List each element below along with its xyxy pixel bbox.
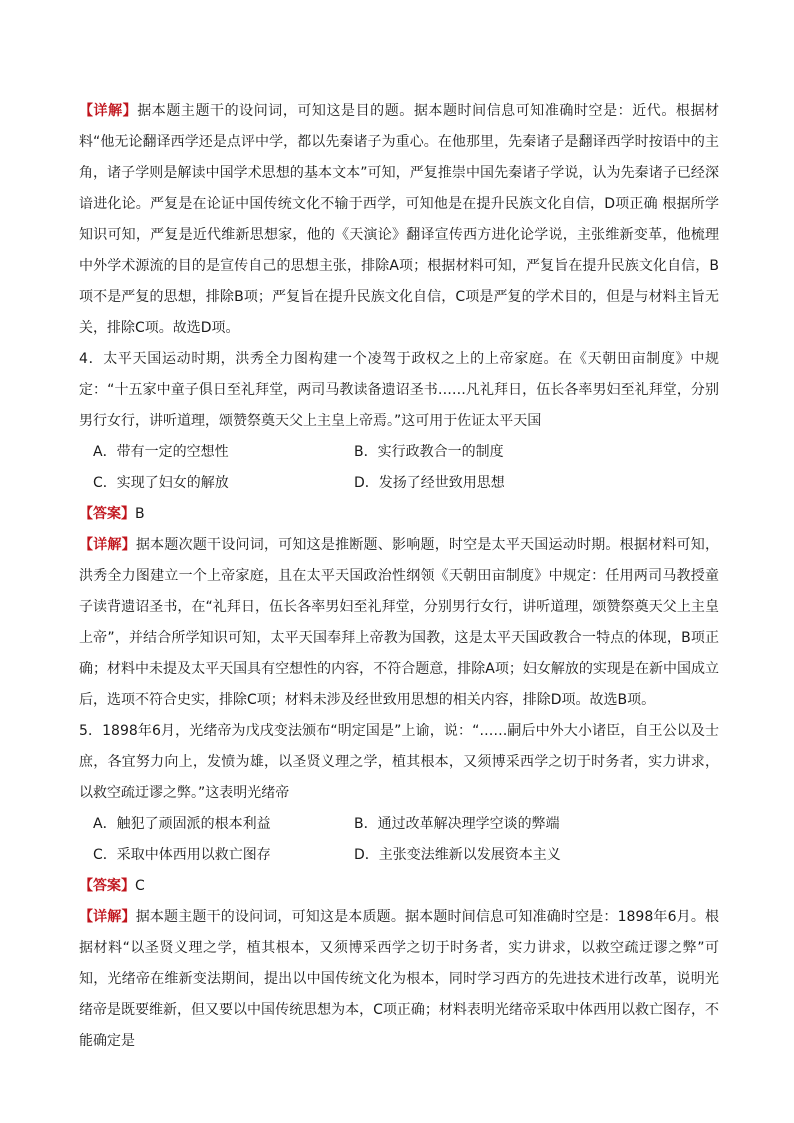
q5-answer — [79, 871, 719, 902]
q3-explanation — [79, 96, 719, 344]
explanation-text: 据本题次题干设问词，可知这是推断题、影响题，时空是太平天国运动时期。根据材料可知，洪秀全力图建立一个上帝家庭，且在太平天国政治性纲领《天朝田亩制度》中规定：任用两司马教授童子读背遗诏圣书，在“礼拜日，伍长各率男妇至礼拜堂，分别男行女行，讲听道理，颂赞祭奠天父上主皇上帝”，并结合所学知识可知，太平天国奉拜上帝教为国教，这是太平天国政教合一特点的体现，B项正确；材料中未提及太平天国具有空想性的内容，不符合题意，排除A项；妇女解放的实现是在新中国成立后，选项不符合史实，排除C项；材料未涉及经世致用思想的相关内容，排除D项。故选B项。 — [79, 537, 720, 708]
answer-value: C — [135, 878, 145, 894]
answer-label: 【答案】 — [79, 878, 135, 894]
q5-option-b: B．通过改革解决理学空谈的弊端 — [354, 816, 560, 832]
q4-answer — [79, 499, 719, 530]
q5-option-a: A．触犯了顽固派的根本利益 — [93, 816, 271, 832]
q4-option-a: A．带有一定的空想性 — [93, 444, 229, 460]
q5-explanation — [79, 902, 719, 1057]
q4-option-d: D．发扬了经世致用思想 — [354, 475, 505, 491]
explanation-text: 据本题主题干的设问词，可知这是本质题。据本题时间信息可知准确时空是：1898年6月。根据材料“以圣贤义理之学，植其根本，又须博采西学之切于时务者，实力讲求，以救空疏迂谬之弊”可知，光绪帝在维新变法期间，提出以中国传统文化为根本，同时学习西方的先进技术进行改革，说明光绪帝是既要维新，但又要以中国传统思想为本，C项正确；材料表明光绪帝采取中体西用以救亡图存，不能确定是 — [79, 909, 719, 1049]
document-page — [79, 96, 719, 1057]
explanation-label: 【详解】 — [79, 537, 136, 553]
q4-option-b: B．实行政教合一的制度 — [354, 444, 504, 460]
q4-option-c: C．实现了妇女的解放 — [93, 475, 229, 491]
q5-stem: 5．1898年6月，光绪帝为戊戌变法颁布“明定国是”上谕，说：“……嗣后中外大小诸臣，自王公以及士庶，各宜努力向上，发愤为雄，以圣贤义理之学，植其根本，又须博采西学之切于时务者，实力讲求，以救空疏迂谬之弊。”这表明光绪帝 — [79, 723, 719, 801]
explanation-label: 【详解】 — [79, 103, 138, 119]
q5-option-d: D．主张变法维新以发展资本主义 — [354, 847, 561, 863]
q5-options — [79, 809, 719, 871]
q5-option-c: C．采取中体西用以救亡图存 — [93, 847, 271, 863]
q4-options — [79, 437, 719, 499]
explanation-text: 据本题主题干的设问词，可知这是目的题。据本题时间信息可知准确时空是：近代。根据材料“他无论翻译西学还是点评中学，都以先秦诸子为重心。在他那里，先秦诸子是翻译西学时按语中的主角，诸子学则是解读中国学术思想的基本文本”可知，严复推崇中国先秦诸子学说，认为先秦诸子已经深谙进化论。严复是在论证中国传统文化不输于西学，可知他是在提升民族文化自信，D项正确 根据所学知识可知，严复是近代维新思想家，他的《天演论》翻译宣传西方进化论学说，主张维新变革，他梳理中外学术源流的目的是宣传自己的思想主张，排除A项；根据材料可知，严复旨在提升民族文化自信，B项不是严复的思想，排除B项；严复旨在提升民族文化自信，C项是严复的学术目的，但是与材料主旨无关，排除C项。故选D项。 — [79, 103, 719, 336]
q4-explanation — [79, 530, 719, 716]
q4-stem: 4．太平天国运动时期，洪秀全力图构建一个凌驾于政权之上的上帝家庭。在《天朝田亩制度》中规定：“十五家中童子俱日至礼拜堂，两司马教读备遗诏圣书……凡礼拜日，伍长各率男妇至礼拜堂，分别男行女行，讲听道理，颂赞祭奠天父上主皇上帝焉。”这可用于佐证太平天国 — [79, 351, 719, 429]
answer-value: B — [135, 506, 145, 522]
explanation-label: 【详解】 — [79, 909, 136, 925]
answer-label: 【答案】 — [79, 506, 135, 522]
